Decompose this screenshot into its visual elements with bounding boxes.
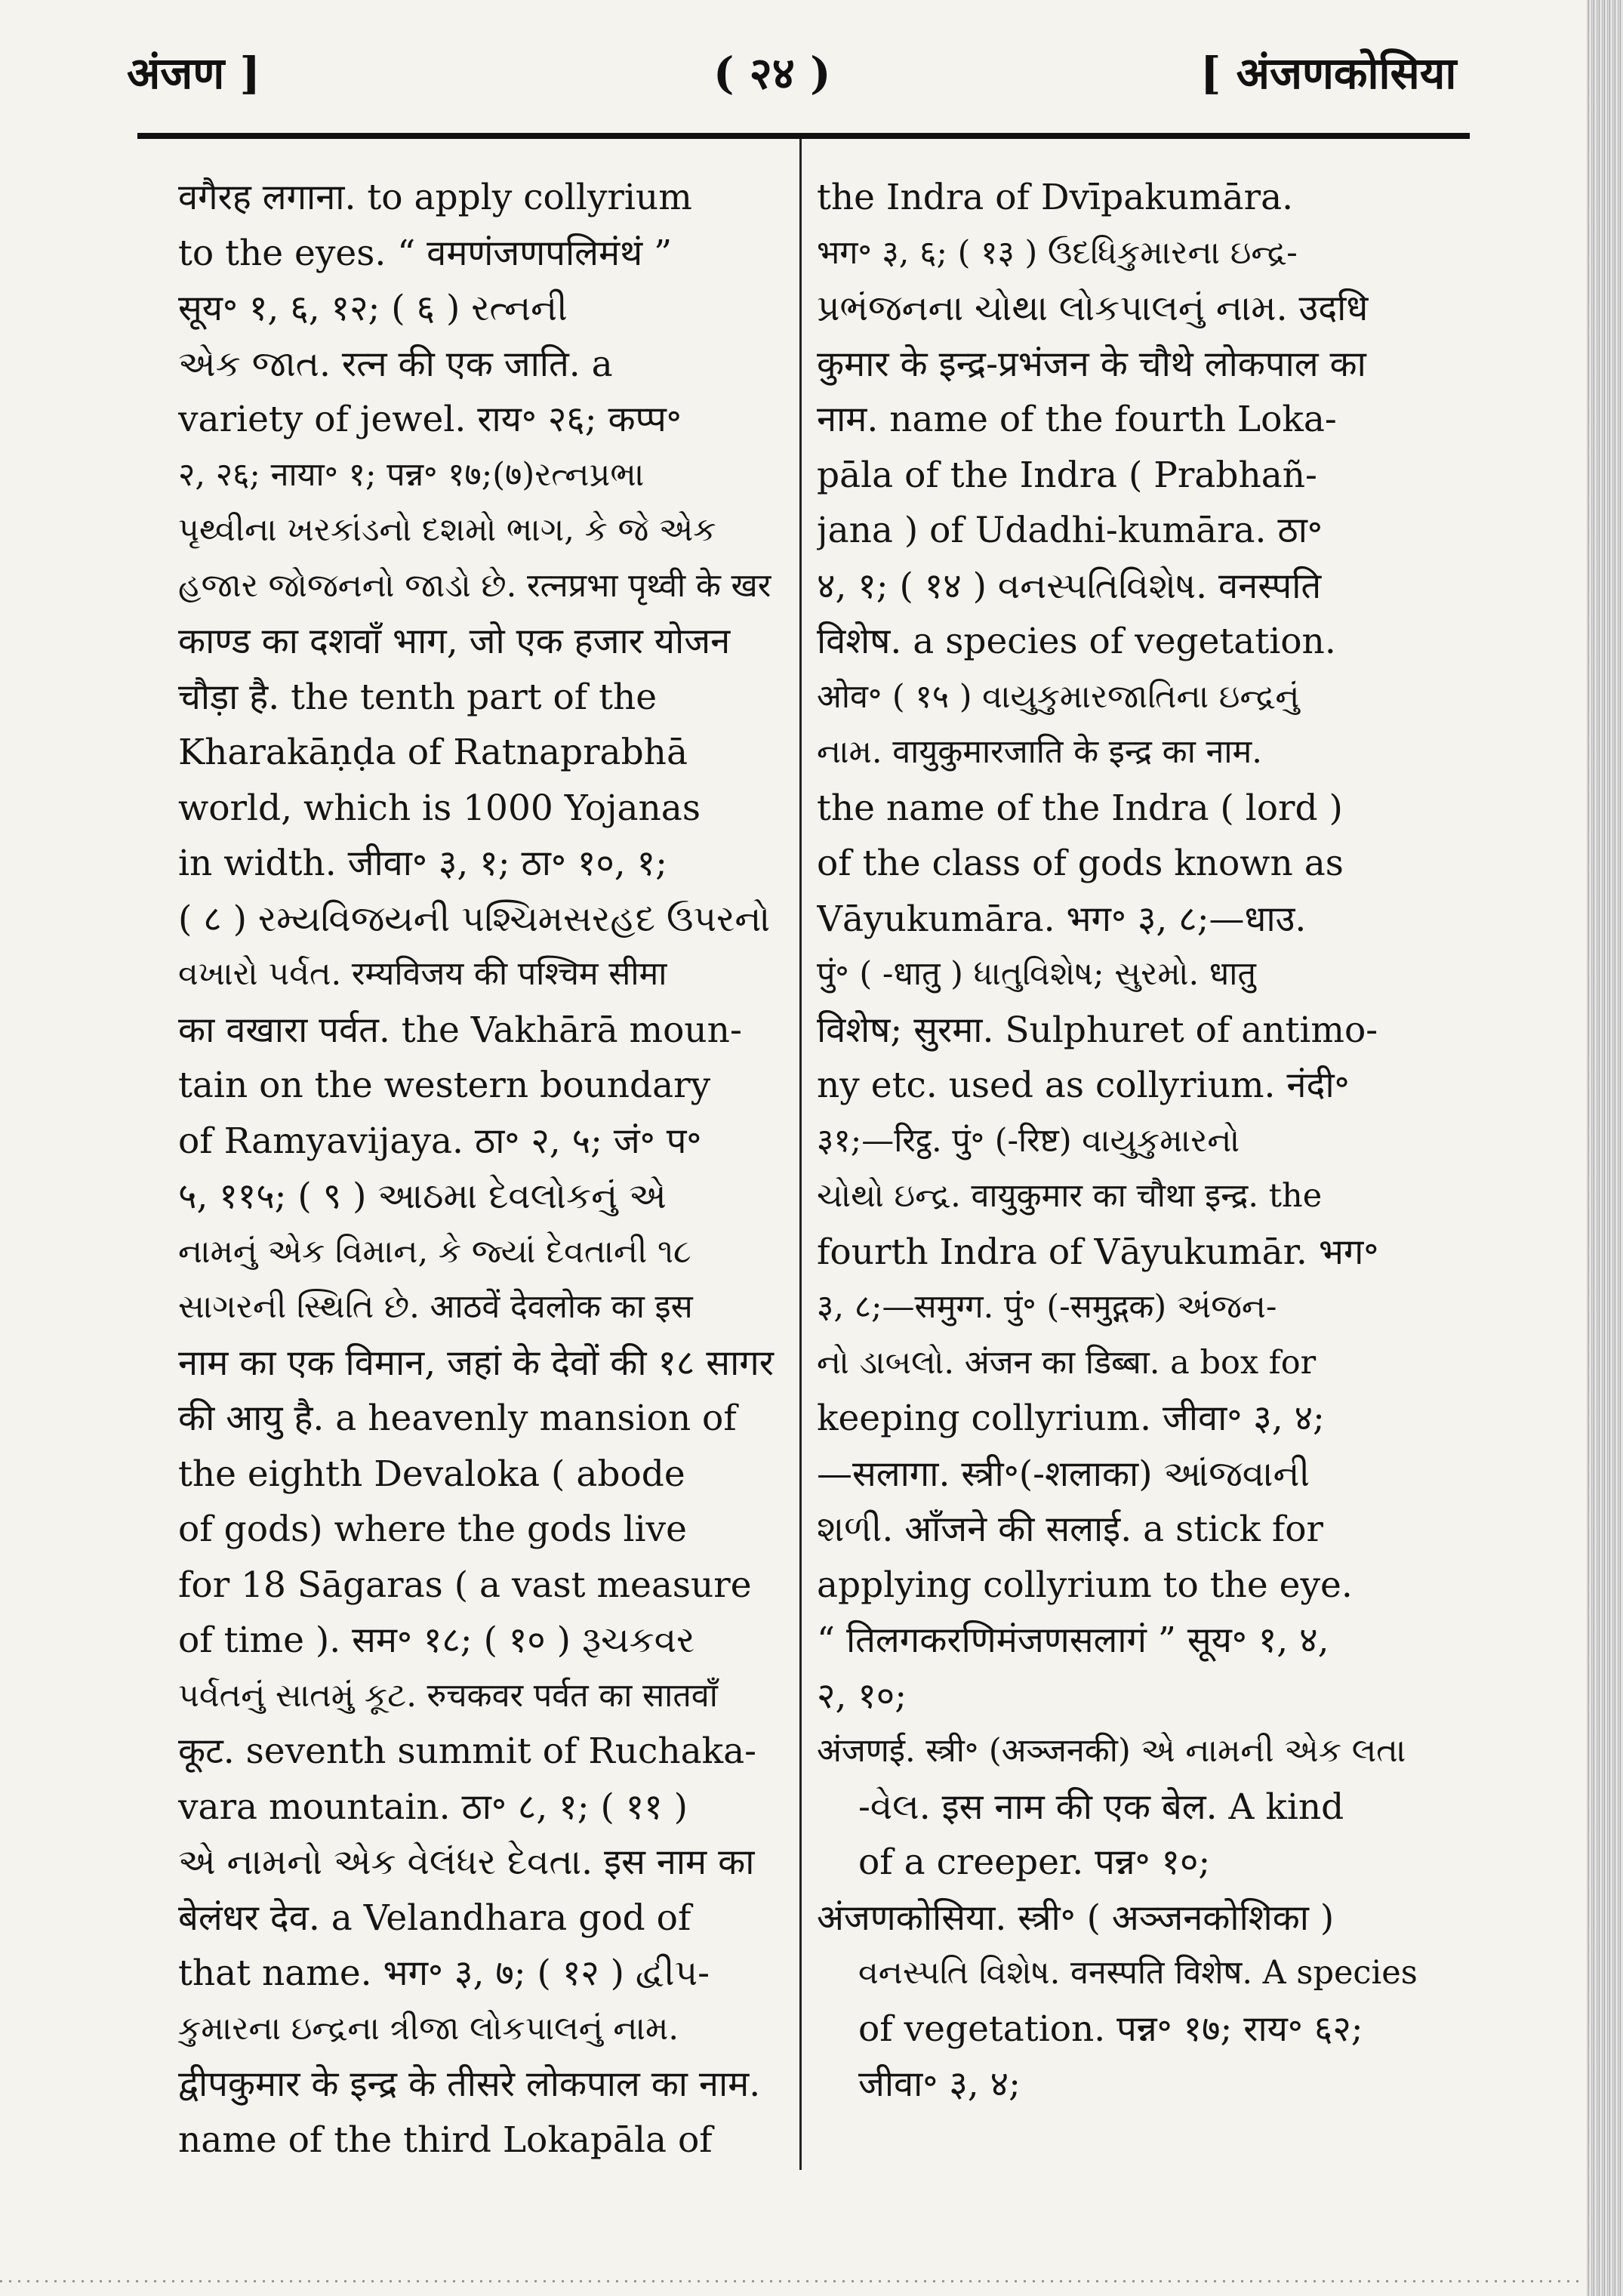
text-line: का वखारा पर्वत. the Vakhārā moun- [178,1009,742,1051]
text-line: applying collyrium to the eye. [817,1564,1353,1606]
text-line: “ तिलगकरणिमंजणसलागं ” सूय॰ १, ४, [817,1620,1329,1661]
text-line: વનસ્પતિ વિશેષ. वनस्पति विशेष. A species [858,1954,1418,1992]
text-line: २, २६; नाया॰ १; पन्न॰ १७;(७)રત્નપ્રભા [178,455,645,494]
text-line: विशेष; सुरमा. Sulphuret of antimo- [817,1009,1378,1051]
text-line: the Indra of Dvīpakumāra. [817,177,1294,218]
text-line: अंजणई. स्त्री॰ (अञ्जनकी) એ નામની એક લતા [817,1732,1406,1770]
text-line: jana ) of Udadhi-kumāra. ठा॰ [817,510,1323,551]
text-line: સાગરની સ્થિતિ છે. आठवें देवलोक का इस [178,1288,693,1326]
text-line: ३१;—रिट्ठ. पुं॰ (-रिष्ट) વાયુકુમારનો [817,1121,1240,1160]
text-line: वगैरह लगाना. to apply collyrium [178,177,692,218]
text-line: विशेष. a species of vegetation. [817,621,1336,662]
text-line: for 18 Sāgaras ( a vast measure [178,1564,752,1606]
text-line: ( ८ ) રમ્યવિજયની પશ્ચિમસરહદ ઉપરનો [178,898,771,940]
text-line: ५, ११५; ( ९ ) આઠમા દેવલોકનું એ [178,1176,667,1217]
text-line: પૃથ્વીના ખરકાંડનો દશમો ભાગ, કે જે એક [178,511,716,549]
bottom-edge [0,2280,1585,2282]
text-line: of Ramyavijaya. ठा॰ २, ५; जं॰ प॰ [178,1120,702,1162]
text-line: નામનું એક વિમાન, કે જ્યાં દેવતાની ૧૮ [178,1232,691,1271]
text-line: ओव॰ ( १५ ) વાયુકુમારજાતિના ઇન્દ્રનું [817,677,1300,716]
text-line: ४, १; ( १४ ) વનસ્પતિવિશેષ. वनस्पति [817,565,1322,607]
text-line: name of the third Lokapāla of [178,2119,713,2161]
text-line: વખારો પર્વત. रम्यविजय की पश्चिम सीमा [178,955,667,993]
text-line: vara mountain. ठा॰ ८, १; ( ११ ) [178,1786,688,1828]
text-line: २, १०; [817,1675,907,1717]
text-line: Kharakāṇḍa of Ratnaprabhā [178,732,688,773]
text-line: શળી. आँजने की सलाई. a stick for [817,1509,1324,1550]
page-number: ( २४ ) [713,48,831,99]
text-line: world, which is 1000 Yojanas [178,787,701,829]
text-line: fourth Indra of Vāyukumār. भग॰ [817,1231,1379,1273]
text-line: चौड़ा है. the tenth part of the [178,676,658,718]
text-line: tain on the western boundary [178,1065,711,1106]
text-line: the eighth Devaloka ( abode [178,1453,685,1495]
text-line: નામ. वायुकुमारजाति के इन्द्र का नाम. [817,733,1262,771]
text-line: सूय॰ १, ६, १२; ( ६ ) રત્નની [178,288,568,329]
text-line: द्वीपकुमार के इन्द्र के तीसरे लोकपाल का नाम. [178,2063,761,2105]
text-line: पुं॰ ( -धातु ) ધાતુવિશેષ; સુરમો. धातु [817,955,1256,993]
text-line: ny etc. used as collyrium. नंदी॰ [817,1065,1350,1106]
text-line: काण्ड का दशवाँ भाग, जो एक हजार योजन [178,621,731,662]
text-line: keeping collyrium. जीवा॰ ३, ४; [817,1398,1325,1439]
scan-edge [1587,0,1623,2296]
header-rule [137,133,1470,139]
text-line: -વેલ. इस नाम की एक बेल. A kind [858,1786,1344,1828]
column-divider [799,139,802,2170]
text-line: of time ). सम॰ १८; ( १० ) રૂચકવર [178,1620,695,1661]
right-column [817,170,1458,2113]
page-header [0,0,1585,151]
text-line: of gods) where the gods live [178,1509,687,1550]
text-line: પ્રભંજનના ચોથા લોકપાલનું નામ. उदधि [817,288,1369,329]
text-line: —सलागा. स्त्री॰(-शलाका) આંજવાની [817,1453,1310,1495]
text-line: that name. भग॰ ३, ७; ( १२ ) દ્વીપ- [178,1952,710,1994]
text-line: પર્વતનું સાતમું કૂટ. रुचकवर पर्वत का सातवाँ [178,1676,718,1715]
text-line: એક જાત. रत्न की एक जाति. a [178,343,613,385]
text-line: ચોથો ઇન્દ્ર. वायुकुमार का चौथा इन्द्र. the [817,1177,1323,1215]
text-line: अंजणकोसिया. स्त्री॰ ( अञ्जनकोशिका ) [817,1897,1335,1939]
text-line: હજાર જોજનનો જાડો છે. रत्नप्रभा पृथ्वी के खर [178,566,771,605]
running-head-right: [ अंजणकोसिया [1200,48,1457,99]
running-head-left: अंजण ] [127,48,260,99]
text-line: of a creeper. पन्न॰ १०; [858,1841,1211,1883]
text-line: the name of the Indra ( lord ) [817,787,1343,829]
text-line: of the class of gods known as [817,843,1344,884]
text-line: of vegetation. पन्न॰ १७; राय॰ ६२; [858,2008,1363,2050]
text-line: कूट. seventh summit of Ruchaka- [178,1730,757,1772]
text-line: in width. जीवा॰ ३, १; ठा॰ १०, १; [178,843,667,884]
text-line: variety of jewel. राय॰ २६; कप्प॰ [178,399,682,440]
text-line: ३, ८;—समुग्ग. पुं॰ (-समुद्गक) અંજન- [817,1288,1277,1326]
text-line: નો ડાબલો. अंजन का डिब्बा. a box for [817,1343,1317,1382]
text-line: pāla of the Indra ( Prabhañ- [817,454,1317,496]
text-line: की आयु है. a heavenly mansion of [178,1398,737,1439]
text-line: भग॰ ३, ६; ( १३ ) ઉદધિકુમારના ઇન્દ્ર- [817,233,1298,272]
text-line: नाम का एक विमान, जहां के देवों की १८ सागर [178,1342,774,1384]
text-line: કુમારના ઇન્દ્રના ત્રીજા લોકપાલનું નામ. [178,2009,679,2048]
text-line: कुमार के इन्द्र-प्रभंजन के चौथे लोकपाल का [817,343,1366,385]
left-column [178,170,775,2168]
text-line: जीवा॰ ३, ४; [858,2063,1021,2105]
text-line: Vāyukumāra. भग॰ ३, ८;—धाउ. [817,898,1307,940]
text-line: to the eyes. “ वमणंजणपलिमंथं ” [178,232,673,274]
text-line: એ નામનો એક વેલંધર દેવતા. इस नाम का [178,1841,755,1883]
text-line: नाम. name of the fourth Loka- [817,399,1337,440]
text-line: बेलंधर देव. a Velandhara god of [178,1897,691,1939]
